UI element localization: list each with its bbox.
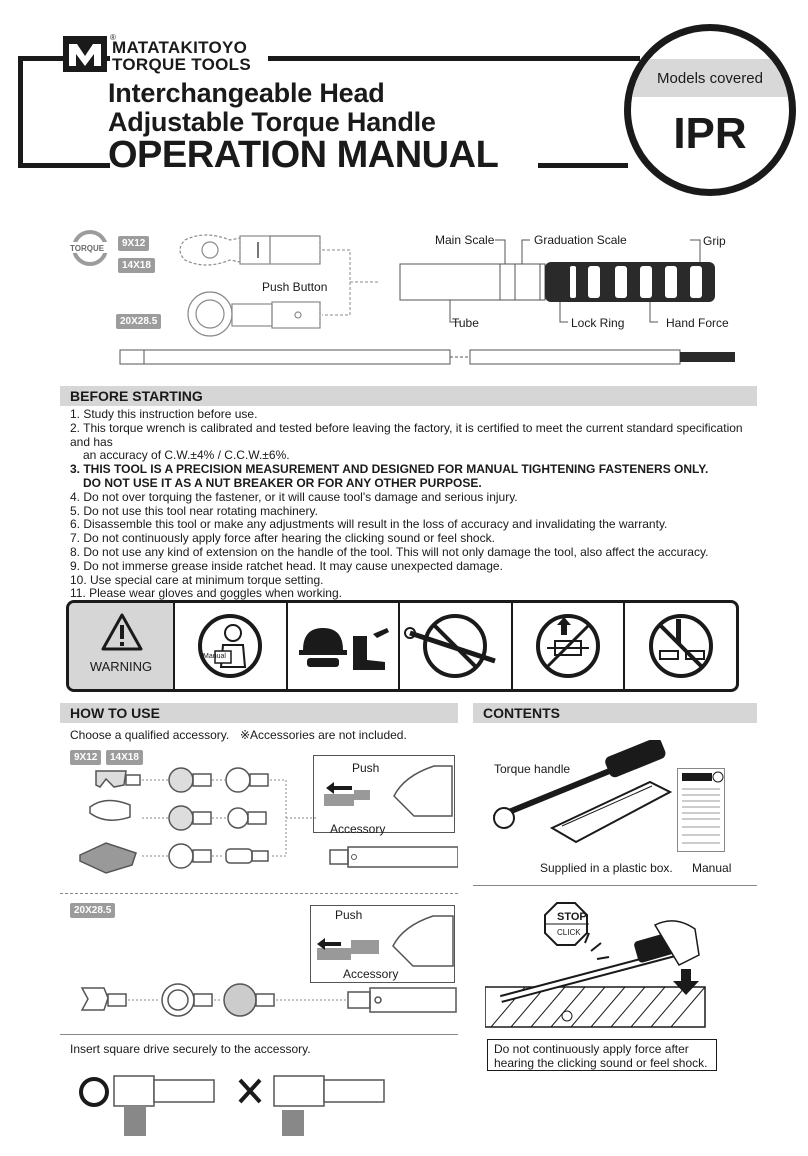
list-item: 3. THIS TOOL IS A PRECISION MEASUREMENT AND DESIGNED FOR MANUAL TIGHTENING FASTENERS ONLY. [70, 462, 709, 477]
models-label: Models covered [657, 70, 763, 87]
helmet-boots-icon [293, 616, 393, 676]
push-label: Push [352, 761, 380, 775]
manual-thumbnail [677, 768, 725, 852]
size-badge-20x28: 20X28.5 [116, 314, 161, 329]
registered-mark: ® [110, 33, 116, 42]
list-item: 1. Study this instruction before use. [70, 407, 258, 421]
insert-instruction: Insert square drive securely to the accessory. [70, 1042, 311, 1056]
list-item: 11. Please wear gloves and goggles when working. [70, 586, 342, 601]
manual-label: Manual [692, 861, 732, 875]
size-badge-14x18: 14X18 [106, 750, 143, 765]
warning-read-manual [175, 603, 288, 689]
stop-click-illustration [485, 895, 745, 1045]
before-starting-list [70, 408, 750, 601]
warning-strip [66, 600, 739, 692]
push-label-2: Push [335, 908, 363, 922]
grip-label: Grip [703, 234, 726, 248]
supplied-text: Supplied in a plastic box. [540, 861, 673, 875]
contents-divider [473, 885, 757, 886]
warning-over-torque [513, 603, 626, 689]
list-item: 7. Do not continuously apply force after hearing the clicking sound or feel shock. [70, 531, 495, 546]
manual-book-label: Manual [203, 653, 226, 660]
force-warning-note: Do not continuously apply force after hearing the clicking sound or feel shock. [487, 1039, 717, 1071]
accessory-label-2: Accessory [343, 967, 399, 981]
brand-line2: TORQUE TOOLS [112, 55, 251, 74]
list-item: 8. Do not use any kind of extension on the handle of the tool. This will not only damage the tool, also affect the accuracy. [70, 544, 709, 559]
header-top-rule [268, 56, 640, 61]
accessory-row-20x28 [78, 980, 458, 1030]
section-header-contents: CONTENTS [473, 703, 757, 723]
size-badge-20x28: 20X28.5 [70, 903, 115, 918]
warning-triangle-icon [69, 603, 175, 663]
brand-name [112, 39, 251, 73]
section-divider-2 [60, 1034, 458, 1035]
warning-label: WARNING [89, 659, 153, 674]
lock-ring-label: Lock Ring [571, 316, 625, 330]
list-item: 6. Disassemble this tool or make any adjustments will result in the loss of accuracy and invalidating the warranty. [70, 517, 668, 532]
title-line1: Interchangeable Head [108, 78, 385, 108]
list-item: 4. Do not over torquing the fastener, or it will cause tool's damage and serious injury. [70, 489, 518, 504]
handle-end-icon [318, 842, 458, 872]
correct-icon [81, 1079, 107, 1105]
warning-cell [69, 603, 175, 689]
manual-page-icon [678, 769, 724, 851]
accessory-label: Accessory [330, 822, 386, 836]
hand-force-label: Hand Force [666, 316, 729, 330]
size-badge-9x12: 9X12 [70, 750, 101, 765]
model-name: IPR [673, 109, 747, 158]
warning-no-disassemble [625, 603, 736, 689]
stop-sign-text: STOP [557, 911, 587, 923]
section-header-how-to-use: HOW TO USE [60, 703, 458, 723]
main-scale-label: Main Scale [435, 233, 495, 247]
no-extension-icon [400, 611, 510, 681]
header-frame [18, 56, 110, 168]
page-title: OPERATION MANUAL [108, 134, 499, 176]
torque-handle-box-illustration [482, 740, 672, 850]
header-bottom-rule [538, 163, 628, 168]
section-header-before-starting: BEFORE STARTING [60, 386, 757, 406]
brand-line1: MATATAKITOYO [112, 38, 248, 57]
list-item: 2. This torque wrench is calibrated and tested before leaving the factory, it is certified to meet the current standard specification and has [70, 420, 743, 449]
over-torque-icon [533, 611, 603, 681]
section-divider [60, 893, 458, 894]
push-button-label: Push Button [262, 280, 328, 294]
size-badge-9x12: 9X12 [118, 236, 149, 251]
list-item: an accuracy of C.W.±4% / C.C.W.±6%. [83, 448, 290, 463]
torque-handle-label: Torque handle [494, 762, 571, 776]
wrong-icon [240, 1080, 260, 1102]
no-disassemble-icon [646, 611, 716, 681]
brand-logo-icon [63, 36, 107, 72]
tube-label: Tube [452, 316, 479, 330]
choose-accessory-text: Choose a qualified accessory. [70, 728, 230, 742]
read-manual-icon [195, 611, 265, 681]
torque-label: TORQUE [70, 244, 105, 253]
push-hand-icon [314, 756, 454, 832]
list-item: DO NOT USE IT AS A NUT BREAKER OR FOR ANY OTHER PURPOSE. [83, 475, 482, 490]
list-item: 10. Use special care at minimum torque setting. [70, 572, 324, 587]
title-line2: Adjustable Torque Handle [108, 107, 436, 137]
size-badge-14x18: 14X18 [118, 258, 155, 273]
list-item: 5. Do not use this tool near rotating machinery. [70, 503, 318, 518]
insert-comparison [78, 1070, 398, 1140]
models-badge [624, 24, 796, 196]
click-sign-text: CLICK [557, 928, 581, 937]
list-item: 9. Do not immerse grease inside ratchet head. It may cause unexpected damage. [70, 558, 503, 573]
warning-ppe [288, 603, 401, 689]
parts-diagram-drawing [60, 222, 750, 382]
warning-no-extension [400, 603, 513, 689]
not-included-note: ※Accessories are not included. [240, 728, 407, 742]
parts-diagram [60, 222, 750, 382]
graduation-scale-label: Graduation Scale [534, 233, 627, 247]
